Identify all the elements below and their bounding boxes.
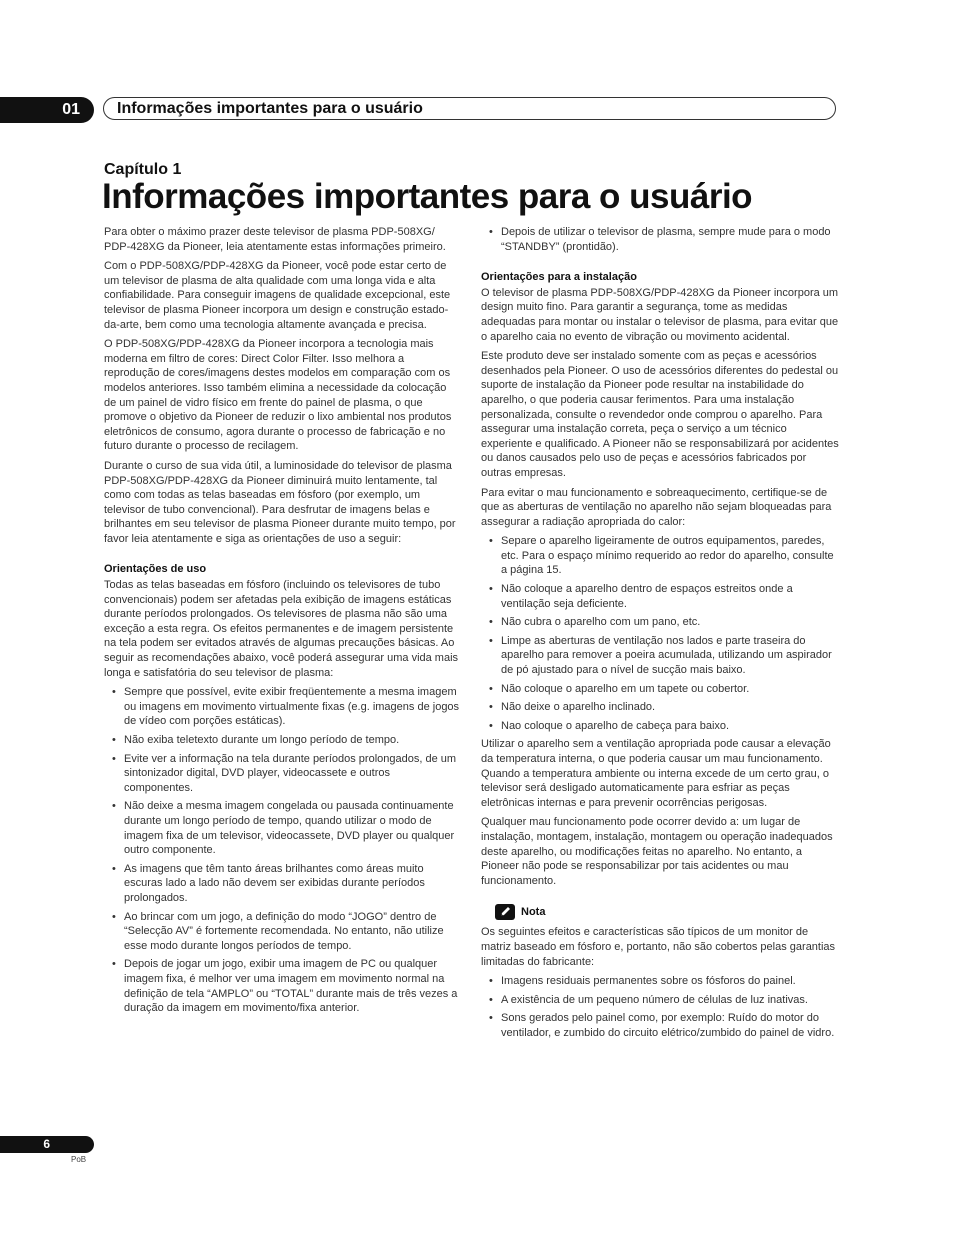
language-code: PoB [71,1155,87,1164]
list-item: • Não cubra o aparelho com um pano, etc. [481,615,839,630]
list-item: • Não coloque a aparelho dentro de espaços estreitos onde a ventilação seja deficiente. [481,582,839,611]
note-paragraph: Os seguintes efeitos e características são típicos de um monitor de matriz baseado em fósforo e, portanto, não são cobertos pelas garantias limitadas do fabricante: [481,926,836,968]
intro-paragraph: Durante o curso de sua vida útil, a luminosidade do televisor de plasma PDP-508XG/PDP-428XG da Pioneer diminuirá muito lentamente, tal como com todas as telas baseadas em fósforo (por exemplo, um televisor de tubo convencional). Para desfrutar de imagens belas e brilhantes em seu televisor de plasma Pioneer durante muito tempo, por favor leia atentamente e siga as orientações de uso a seguir: [104,459,456,545]
list-item: • Não deixe o aparelho inclinado. [481,700,839,715]
list-item: • Depois de utilizar o televisor de plasma, sempre mude para o modo “STANDBY” (prontidão). [481,225,839,254]
running-header [103,97,836,120]
list-item: • Separe o aparelho ligeiramente de outros equipamentos, paredes, etc. Para o espaço mínimo requerido ao redor do aparelho, consulte a página 15. [481,534,839,578]
note-header [495,904,839,920]
list-item: • Imagens residuais permanentes sobre os fósforos do painel. [481,974,839,989]
closing-paragraph: Utilizar o aparelho sem a ventilação apropriada pode causar a elevação da temperatura interna, o que poderia causar um mau funcionamento. Quando a temperatura ambiente ou interna excede de um certo grau, o televisor será desligado automaticamente para esfriar as peças eletrônicas internas e para prevenir ocorrências perigosas. [481,738,831,809]
usage-heading: Orientações de uso [104,563,207,576]
install-heading: Orientações para a instalação [481,271,637,284]
note-pencil-icon [495,904,515,920]
list-item: • Sons gerados pelo painel como, por exemplo: Ruído do motor do ventilador, e zumbido do circuito elétrico/zumbido do painel de vidro. [481,1011,839,1040]
right-column [481,225,839,1045]
usage-paragraph: Todas as telas baseadas em fósforo (incluindo os televisores de tubo convencionais) podem ser afetadas pela exibição de imagens estáticas durante períodos prolongados. Os televisores de plasma não são uma exceção a esta regra. Os efeitos permanentes e de imagem persistente na tela podem ser evitados através de algumas precauções básicas. Ao seguir as recomendações abaixo, você poderá assegurar uma vida mais longa e satisfatória do seu televisor de plasma: [104,579,459,679]
closing-paragraph: Qualquer mau funcionamento pode ocorrer devido a: um lugar de instalação, montagem, instalação, montagem ou operação inadequados deste aparelho, ou modificações feitas no aparelho. No entanto, a Pioneer não pode se responsabilizar por tais acidentes ou mau funcionamento. [481,816,833,887]
list-item: • Evite ver a informação na tela durante períodos prolongados, de um sintonizador digital, DVD player, videocassete e outros componentes. [104,752,460,796]
chapter-label: Capítulo 1 [104,161,182,178]
intro-paragraph: O PDP-508XG/PDP-428XG da Pioneer incorpora a tecnologia mais moderna em filtro de cores: Direct Color Filter. Isso melhora a reprodução de cores/imagens destes modelos em comparação com os modelos anteriores. Isso também elimina a necessidade da colocação de um painel de vidro físico em frente do painel de plasma, o que promove o objetivo da Pioneer de reduzir o lixo ambiental nos produtos eletrônicos de consumo, agora durante o processo de fabricação e no futuro durante o processo de recilagem. [104,338,452,453]
page-title: Informações importantes para o usuário [102,177,753,216]
list-item: • Depois de jogar um jogo, exibir uma imagem de PC ou qualquer imagem fixa, é melhor ver uma imagem em movimento normal na definição de tela “AMPLO” ou “TOTAL” durante mais de três vezes a duração da imagem em movimento/fixa anterior. [104,957,460,1015]
usage-bullet-list [104,685,460,1015]
intro-paragraph: Com o PDP-508XG/PDP-428XG da Pioneer, você pode estar certo de um televisor de plasma de alta qualidade com uma longa vida e alta confiabilidade. Para conseguir imagens de qualidade excepcional, este televisor de plasma Pioneer incorpora um design e construção estado-da-arte, bem como uma tecnologia altamente avançada e precisa. [104,260,451,331]
running-header-title: Informações importantes para o usuário [117,100,423,117]
chapter-number-tab: 01 [0,97,94,123]
install-paragraph: Este produto deve ser instalado somente com as peças e acessórios desenhados pela Pioneer. O uso de acessórios diferentes do pedestal ou suporte de instalação da Pioneer pode resultar na instabilidade do aparelho, o que poderia causar ferimentos. Para uma instalação personalizada, consulte o revendedor onde comprou o aparelho. Para assegurar uma instalação correta, peça o serviço a um técnico experiente e qualificado. A Pioneer não se responsabilizará por acidentes ou danos causados pelo uso de peças e acessórios fabricados por outras empresas. [481,350,839,479]
standby-bullet-list [481,225,839,254]
install-paragraph: Para evitar o mau funcionamento e sobreaquecimento, certifique-se de que as aberturas de ventilação no aparelho não sejam bloqueadas para assegurar a radiação apropriada do calor: [481,486,832,528]
intro-paragraph: Para obter o máximo prazer deste televisor de plasma PDP-508XG/ PDP-428XG da Pioneer, leia atentamente estas informações primeiro. [104,226,446,253]
page-number: 6 [0,1136,94,1153]
ventilation-bullet-list [481,534,839,733]
list-item: • Não coloque o aparelho em um tapete ou cobertor. [481,682,839,697]
list-item: • A existência de um pequeno número de células de luz inativas. [481,993,839,1008]
list-item: • Não deixe a mesma imagem congelada ou pausada continuamente durante um longo período de tempo, quando utilizar o modo de imagem fixa de um televisor, videocassete, DVD player ou qualquer outro componente. [104,799,460,857]
list-item: • Limpe as aberturas de ventilação nos lados e parte traseira do aparelho para remover a poeira acumulada, utilizando um aspirador de pó ajustado para o nível de sucção mais baixo. [481,634,839,678]
left-column [104,225,460,1020]
note-label: Nota [521,906,546,919]
install-paragraph: O televisor de plasma PDP-508XG/PDP-428XG da Pioneer incorpora um design muito fino. Para garantir a segurança, tome as medidas adequadas para montar ou instalar o televisor de plasma, para evitar que o aparelho caia no evento de vibração ou movimento acidental. [481,286,839,343]
list-item: • As imagens que têm tanto áreas brilhantes como áreas muito escuras lado a lado não devem ser exibidas durante períodos prolongados. [104,862,460,906]
list-item: • Não exiba teletexto durante um longo período de tempo. [104,733,460,748]
note-bullet-list [481,974,839,1040]
list-item: • Ao brincar com um jogo, a definição do modo “JOGO” dentro de “Selecção AV” é fortemente recomendada. No entanto, não utilize esse modo durante longos períodos de tempo. [104,910,460,954]
list-item: • Sempre que possível, evite exibir freqüentemente a mesma imagem ou imagens em movimento virtualmente fixas (e.g. imagens de jogos de vídeo com porções estáticas). [104,685,460,729]
list-item: • Nao coloque o aparelho de cabeça para baixo. [481,719,839,734]
